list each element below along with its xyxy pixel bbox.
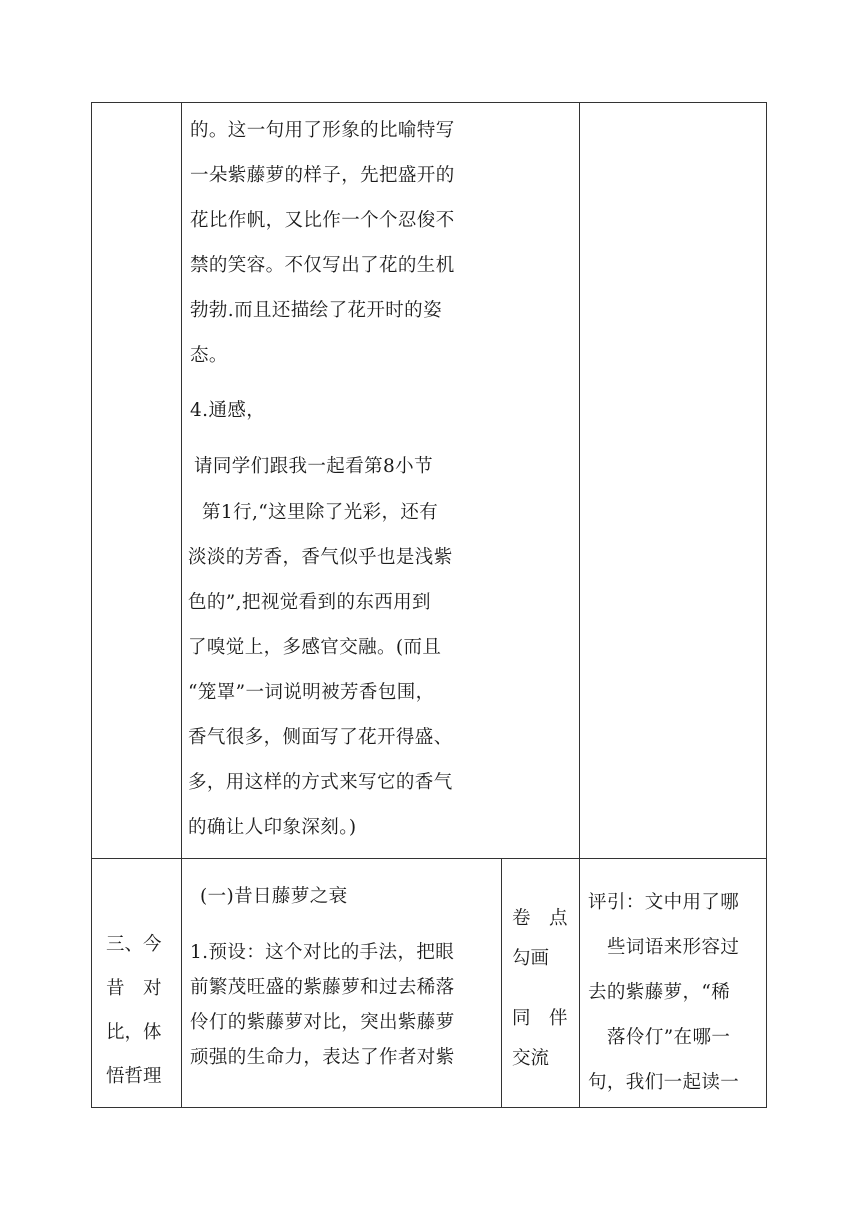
column-divider-3 bbox=[579, 102, 580, 1108]
row1-text-line: 的。这一句用了形象的比喻特写 bbox=[190, 120, 455, 141]
row2-text-line: (一)昔日藤萝之衰 bbox=[200, 886, 348, 907]
row1-text-line: 请同学们跟我一起看第8小节 bbox=[194, 456, 433, 477]
row2-activity-line: 勾画 bbox=[512, 948, 550, 969]
table-left-border bbox=[91, 102, 92, 1108]
row1-text-line: 了嗅觉上，多感官交融。(而且 bbox=[188, 637, 442, 658]
table-bottom-border bbox=[91, 1107, 767, 1108]
row2-comment-line: 些词语来形容过 bbox=[607, 937, 740, 958]
row2-comment-line: 评引：文中用了哪 bbox=[588, 892, 740, 913]
row1-text-line: 禁的笑容。不仅写出了花的生机 bbox=[190, 255, 455, 276]
table-right-border bbox=[766, 102, 767, 1108]
row2-comment-line: 句，我们一起读一 bbox=[588, 1072, 740, 1093]
row2-section-label-line: 三、今 bbox=[106, 934, 162, 955]
column-divider-1 bbox=[181, 102, 182, 1108]
row1-text-line: 花比作帆，又比作一个个忍俊不 bbox=[190, 210, 455, 231]
column-divider-2 bbox=[501, 858, 502, 1108]
row2-text-line: 伶仃的紫藤萝对比，突出紫藤萝 bbox=[190, 1012, 455, 1033]
row1-text-line: 色的”,把视觉看到的东西用到 bbox=[188, 592, 431, 613]
row2-activity-line: 卷 点 bbox=[512, 908, 568, 929]
row2-text-line: 顽强的生命力，表达了作者对紫 bbox=[190, 1047, 455, 1068]
row2-comment-line: 去的紫藤萝，“稀 bbox=[588, 982, 731, 1003]
row2-activity-line: 同 伴 bbox=[512, 1008, 568, 1029]
row1-text-line: “笼罩”一词说明被芳香包围， bbox=[188, 682, 435, 703]
row1-text-line: 多，用这样的方式来写它的香气 bbox=[188, 772, 453, 793]
table-top-border bbox=[91, 102, 767, 103]
row1-text-line: 一朵紫藤萝的样子，先把盛开的 bbox=[190, 165, 455, 186]
row1-text-line: 的确让人印象深刻。) bbox=[188, 817, 357, 838]
row2-section-label-line: 比，体 bbox=[106, 1022, 162, 1043]
row1-text-line: 4.通感， bbox=[190, 400, 266, 421]
row1-text-line: 态。 bbox=[190, 345, 228, 366]
row2-activity-line: 交流 bbox=[512, 1048, 550, 1069]
row-divider bbox=[91, 858, 767, 859]
row2-section-label-line: 昔 对 bbox=[106, 978, 162, 999]
row2-comment-line: 落伶仃”在哪一 bbox=[607, 1027, 731, 1048]
row2-section-label-line: 悟哲理 bbox=[106, 1066, 162, 1087]
row1-text-line: 香气很多，侧面写了花开得盛、 bbox=[188, 727, 453, 748]
row2-text-line: 前繁茂旺盛的紫藤萝和过去稀落 bbox=[190, 977, 455, 998]
row1-text-line: 第1行,“这里除了光彩，还有 bbox=[202, 502, 439, 523]
row1-text-line: 淡淡的芳香，香气似乎也是浅紫 bbox=[188, 547, 453, 568]
row1-text-line: 勃勃.而且还描绘了花开时的姿 bbox=[190, 300, 442, 321]
row2-text-line: 1.预设：这个对比的手法，把眼 bbox=[190, 942, 455, 963]
